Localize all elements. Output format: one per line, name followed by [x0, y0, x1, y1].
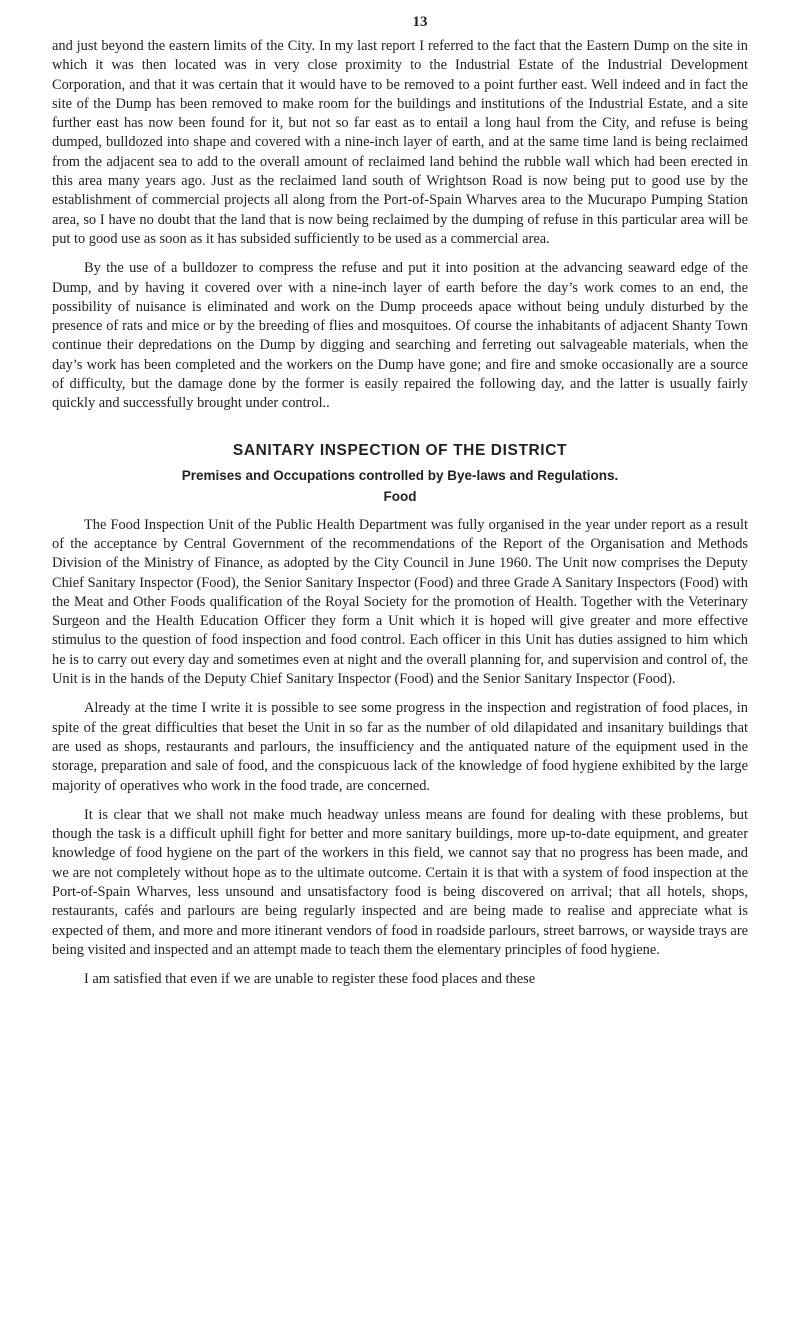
paragraph-problems: It is clear that we shall not make much headway unless means are found for dealing with these problems, but though the task is a difficult uphill fight for better and more sanitary buildings, more up-to-date equipment, and greater knowledge of food hygiene on the part of the workers in this field, we cannot say that no progress has been made, and we are not completely without hope as to the ultimate outcome. Certain it is that with a system of food inspection at the Port-of-Spain Wharves, less unsound and unsatisfactory food is being discovered on arrival; that all hotels, shops, restaurants, cafés and parlours are being regularly inspected and are being made to realise and appreciate what is expected of them, and more and more itinerant vendors of food in roadside parlours, street barrows, or wayside trays are being visited and inspected and an attempt made to teach them the elementary principles of food hygiene. — [52, 806, 748, 958]
document-page — [52, 14, 748, 999]
food-heading: Food — [383, 488, 417, 504]
paragraph-food-unit: The Food Inspection Unit of the Public Health Department was fully organised in the year under report as a result of the acceptance by Central Government of the recommendations of the Report of the Organisation and Methods Division of the Ministry of Finance, as adopted by the City Council in June 1960. The Unit now comprises the Deputy Chief Sanitary Inspector (Food), the Senior Sanitary Inspector (Food) and three Grade A Sanitary Inspectors (Food) with the Meat and Other Foods qualification of the Royal Society for the promotion of Health. Together with the Veterinary Surgeon and the Health Education Officer they form a Unit which it is hoped will give greater and more effective stimulus to the question of food inspection and food control. Each officer in this Unit has duties assigned to him which he is to carry out every day and sometimes even at night and the overall planning for, and supervision and control of, the Unit is in the hands of the Deputy Chief Sanitary Inspector (Food) and the Senior Sanitary Inspector (Food). — [52, 516, 748, 688]
paragraph-bulldozer: By the use of a bulldozer to compress the refuse and put it into position at the advancing seaward edge of the Dump, and by having it covered over with a nine-inch layer of earth before the day’s work comes to an end, the possibility of nuisance is eliminated and work on the Dump proceeds apace without being unduly disturbed by the presence of rats and mice or by the breeding of flies and mosquitoes. Of course the inhabitants of adjacent Shanty Town continue their depredations on the Dump by digging and searching and ferreting out salvageable materials, when the day’s work has been completed and the workers on the Dump have gone; and fire and smoke occasionally are a source of difficulty, but the damage done by the former is easily repaired the following day, and the latter is usually fairly quickly and successfully brought under control.. — [52, 260, 748, 412]
page-number: 13 — [412, 14, 428, 30]
paragraph-progress: Already at the time I write it is possible to see some progress in the inspection and registration of food places, in spite of the great difficulties that beset the Unit in so far as the number of old dilapidated and insanitary buildings that are used as shops, restaurants and parlours, the insufficiency and the antiquated nature of the equipment used in the storage, preparation and sale of food, and the conspicuous lack of the knowledge of food hygiene exhibited by the large majority of operatives who work in the food trade, are concerned. — [52, 700, 748, 794]
paragraph-dump-site: and just beyond the eastern limits of the City. In my last report I referred to the fact that the Eastern Dump on the site in which it was then located was in very close proximity to the Industrial Estate of the Industrial Development Corporation, and that it was certain that it would have to be removed to a point further east. Well indeed and in fact the site of the Dump has been removed to make room for the buildings and institutions of the Industrial Estate, and a site further east has now been found for it, but not so far east as to entail a long haul from the City, and refuse is being dumped, bulldozed into shape and covered with a nine-inch layer of earth, and at the same time land is being reclaimed from the adjacent sea to add to the overall amount of reclaimed land behind the rubble wall which had been erected in this area many years ago. Just as the reclaimed land south of Wrightson Road is now being put to good use by the establishment of commercial projects all along from the Port-of-Spain Wharves area to the Mucurapo Pumping Station area, so I have no doubt that the land that is now being reclaimed by the dumping of refuse in this particular area will be put to good use as soon as it has subsided sufficiently to be used as a commercial area. — [52, 38, 748, 247]
section-heading: SANITARY INSPECTION OF THE DISTRICT — [232, 441, 568, 459]
paragraph-closing: I am satisfied that even if we are unable to register these food places and these — [84, 971, 536, 988]
subsection-heading: Premises and Occupations controlled by Bye-laws and Regulations. — [181, 467, 619, 483]
